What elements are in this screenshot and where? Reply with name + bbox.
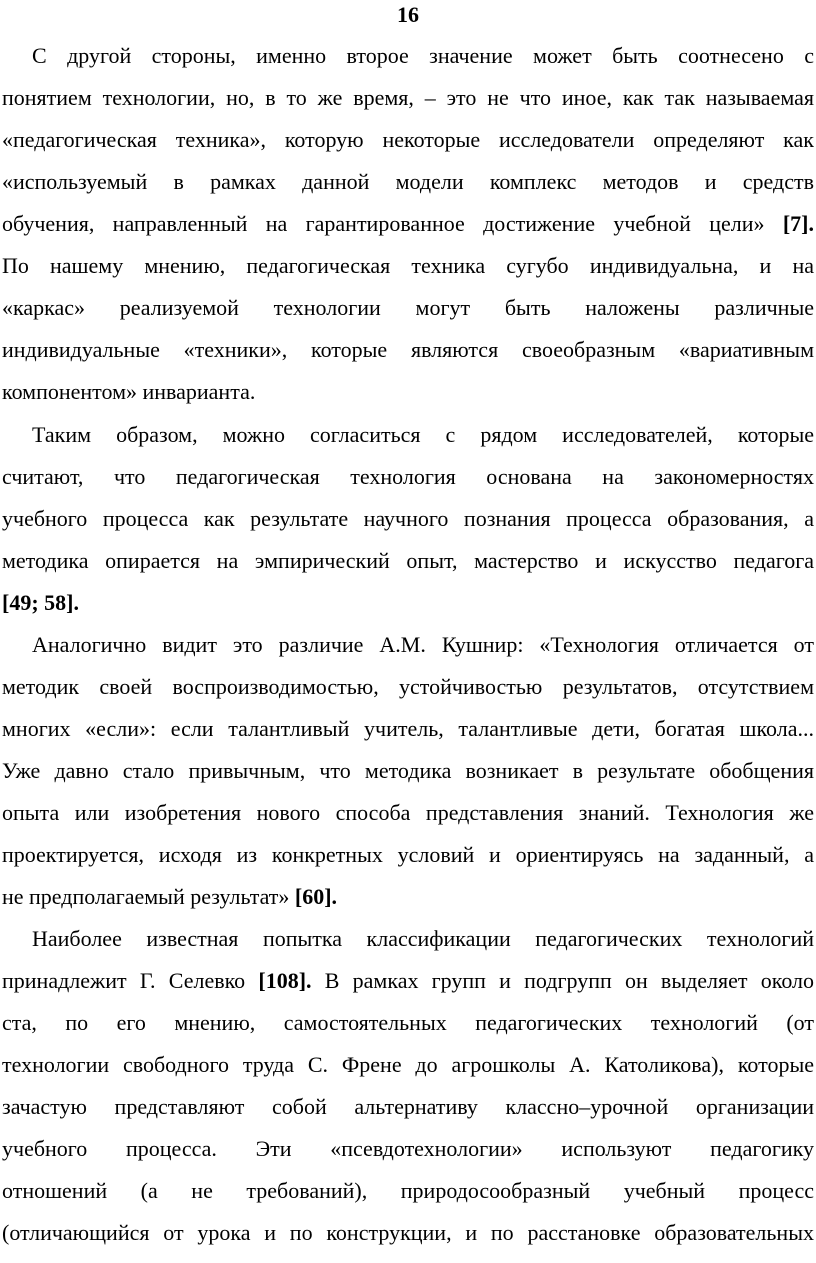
paragraph-3-line-2: методик своей воспроизводимостью, устойчивостью результатов, отсутствием — [2, 674, 814, 699]
paragraph-2-line-3: учебного процесса как результате научного познания процесса образования, а — [2, 506, 814, 531]
paragraph-4-line-5: зачастую представляют собой альтернативу классно–урочной организации — [2, 1094, 814, 1119]
paragraph-2-line-2: считают, что педагогическая технология основана на закономерностях — [2, 464, 814, 489]
line-text: принадлежит Г. Селевко — [2, 968, 246, 993]
paragraph-3-line-3: многих «если»: если талантливый учитель, талантливые дети, богатая школа... — [2, 716, 814, 741]
paragraph-3-line-6: проектируется, исходя из конкретных условий и ориентируясь на заданный, а — [2, 842, 814, 867]
paragraph-1-line-7: «каркас» реализуемой технологии могут быть наложены различные — [2, 295, 814, 320]
paragraph-3-line-1: Аналогично видит это различие А.М. Кушнир: «Технология отличается от — [32, 632, 814, 657]
citation-reference: [49; 58]. — [2, 590, 79, 615]
paragraph-3-line-5: опыта или изобретения нового способа представления знаний. Технология же — [2, 800, 814, 825]
paragraph-2-line-1: Таким образом, можно согласиться с рядом исследователей, которые — [32, 422, 814, 447]
paragraph-4-line-6: учебного процесса. Эти «псевдотехнологии» используют педагогику — [2, 1136, 814, 1161]
paragraph-1-line-2: понятием технологии, но, в то же время, – это не что иное, как так называемая — [2, 85, 814, 110]
paragraph-2-line-4: методика опирается на эмпирический опыт, мастерство и искусство педагога — [2, 548, 814, 573]
line-text: обучения, направленный на гарантированное достижение учебной цели» — [2, 211, 765, 236]
paragraph-4-line-4: технологии свободного труда С. Френе до агрошколы А. Католикова), которые — [2, 1052, 814, 1077]
paragraph-4-line-1: Наиболее известная попытка классификации педагогических технологий — [32, 926, 814, 951]
paragraph-1-line-9: компонентом» инварианта. — [2, 379, 256, 404]
paragraph-4-line-8: (отличающийся от урока и по конструкции, и по расстановке образовательных — [2, 1220, 814, 1245]
paragraph-1-line-8: индивидуальные «техники», которые являются своеобразным «вариативным — [2, 337, 814, 362]
line-text: В рамках групп и подгрупп он выделяет около — [324, 968, 815, 993]
citation-reference: [60]. — [294, 884, 338, 909]
paragraph-1-line-4: «используемый в рамках данной модели комплекс методов и средств — [2, 169, 814, 194]
page-number: 16 — [397, 2, 419, 27]
line-text: не предполагаемый результат» — [2, 884, 290, 909]
paragraph-3-line-7 — [2, 883, 814, 911]
paragraph-1-line-5 — [2, 210, 814, 238]
paragraph-1-line-1: С другой стороны, именно второе значение может быть соотнесено с — [32, 43, 814, 68]
paragraph-4-line-2 — [2, 967, 814, 995]
citation-reference: [7]. — [782, 211, 815, 236]
citation-reference: [108]. — [258, 968, 312, 993]
paragraph-4-line-3: ста, по его мнению, самостоятельных педагогических технологий (от — [2, 1010, 814, 1035]
paragraph-1-line-3: «педагогическая техника», которую некоторые исследователи определяют как — [2, 127, 814, 152]
paragraph-4-line-7: отношений (а не требований), природосообразный учебный процесс — [2, 1178, 814, 1203]
paragraph-1-line-6: По нашему мнению, педагогическая техника сугубо индивидуальна, и на — [2, 253, 814, 278]
paragraph-3-line-4: Уже давно стало привычным, что методика возникает в результате обобщения — [2, 758, 814, 783]
